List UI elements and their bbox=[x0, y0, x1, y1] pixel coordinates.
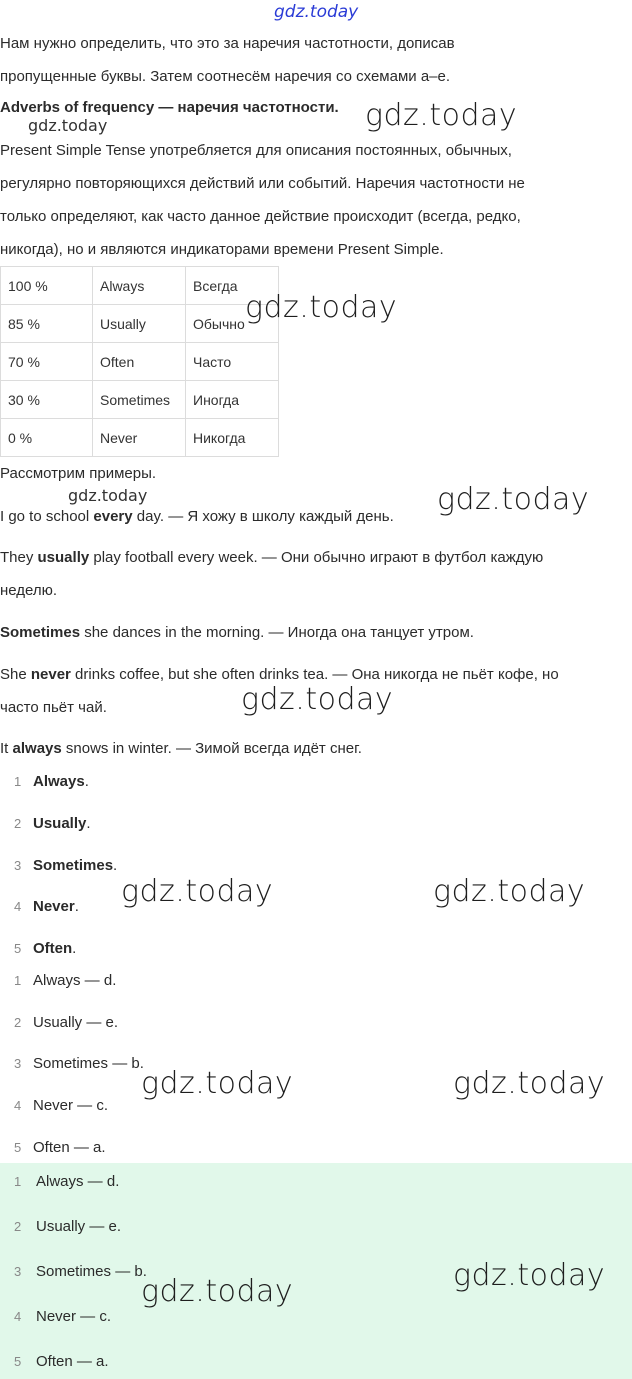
list-number: 5 bbox=[14, 1354, 22, 1369]
list-punct: . bbox=[113, 857, 118, 874]
list-text: Never — c. bbox=[36, 1308, 112, 1325]
example-text: day. — Я хожу в школу каждый день. bbox=[132, 508, 394, 525]
table-cell-russian: Никогда bbox=[186, 419, 279, 457]
list-text: Usually — e. bbox=[33, 1014, 119, 1031]
list-number: 2 bbox=[14, 1219, 22, 1234]
list-number: 4 bbox=[14, 1098, 22, 1113]
watermark: gdz.today bbox=[245, 290, 398, 325]
intro-line: пропущенные буквы. Затем соотнесём наречия со схемами а–е. bbox=[0, 68, 451, 85]
list-number: 3 bbox=[14, 858, 22, 873]
list-text: Often — a. bbox=[33, 1139, 106, 1156]
example-text: They bbox=[0, 549, 38, 566]
list-number: 5 bbox=[14, 941, 22, 956]
list-number: 1 bbox=[14, 774, 22, 789]
table-row bbox=[1, 343, 279, 381]
list-text: Never — c. bbox=[33, 1097, 109, 1114]
example-adverb: every bbox=[93, 508, 133, 525]
watermark: gdz.today bbox=[274, 2, 359, 22]
frequency-table bbox=[0, 266, 279, 457]
example-text: she dances in the morning. — Иногда она танцует утром. bbox=[80, 624, 474, 641]
example-adverb: never bbox=[30, 666, 71, 683]
list-text: Always — d. bbox=[33, 972, 117, 989]
list-item bbox=[0, 1096, 108, 1116]
watermark: gdz.today bbox=[141, 1066, 294, 1101]
intro-line: Нам нужно определить, что это за наречия частотности, дописав bbox=[0, 35, 455, 52]
list-number: 5 bbox=[14, 1140, 22, 1155]
list-text: Sometimes — b. bbox=[36, 1263, 147, 1280]
list-number: 3 bbox=[14, 1056, 22, 1071]
watermark: gdz.today bbox=[121, 874, 274, 909]
list-number: 4 bbox=[14, 899, 22, 914]
watermark: gdz.today bbox=[28, 116, 108, 135]
watermark: gdz.today bbox=[365, 98, 518, 133]
table-cell-english: Always bbox=[93, 267, 186, 305]
list-word: Sometimes bbox=[33, 857, 114, 874]
watermark: gdz.today bbox=[433, 874, 586, 909]
list-item bbox=[0, 1013, 118, 1033]
theory-line: регулярно повторяющихся действий или событий. Наречия частотности не bbox=[0, 175, 525, 192]
examples-title: Рассмотрим примеры. bbox=[0, 465, 157, 482]
list-number: 2 bbox=[14, 816, 22, 831]
table-cell-percent: 70 % bbox=[1, 343, 93, 381]
list-word: Often bbox=[33, 940, 73, 957]
table-cell-english: Often bbox=[93, 343, 186, 381]
watermark: gdz.today bbox=[141, 1274, 294, 1309]
list-item bbox=[0, 971, 116, 991]
list-word: Usually bbox=[33, 815, 87, 832]
list-punct: . bbox=[72, 940, 77, 957]
list-item bbox=[0, 1054, 144, 1074]
watermark: gdz.today bbox=[437, 482, 590, 517]
answer-item bbox=[0, 1172, 119, 1192]
list-text: Sometimes — b. bbox=[33, 1055, 144, 1072]
answer-item bbox=[0, 1217, 121, 1237]
list-item bbox=[0, 814, 91, 834]
table-cell-percent: 0 % bbox=[1, 419, 93, 457]
table-cell-russian: Обычно bbox=[186, 305, 279, 343]
theory-line: никогда), но и являются индикаторами времени Present Simple. bbox=[0, 241, 444, 258]
example-continuation: неделю. bbox=[0, 582, 58, 599]
example-sentence bbox=[0, 507, 394, 527]
watermark: gdz.today bbox=[241, 682, 394, 717]
table-row bbox=[1, 419, 279, 457]
example-text: She bbox=[0, 666, 31, 683]
list-text: Usually — e. bbox=[36, 1218, 122, 1235]
table-cell-percent: 100 % bbox=[1, 267, 93, 305]
list-item bbox=[0, 856, 117, 876]
table-row bbox=[1, 267, 279, 305]
table-row bbox=[1, 381, 279, 419]
list-text: Always — d. bbox=[36, 1173, 120, 1190]
example-text: I go to school bbox=[0, 508, 94, 525]
list-item bbox=[0, 939, 76, 959]
list-item bbox=[0, 772, 89, 792]
section-heading: Adverbs of frequency — наречия частотности. bbox=[0, 99, 339, 116]
list-number: 4 bbox=[14, 1309, 22, 1324]
list-punct: . bbox=[74, 898, 79, 915]
list-number: 3 bbox=[14, 1264, 22, 1279]
answer-item bbox=[0, 1262, 147, 1282]
theory-line: только определяют, как часто данное действие происходит (всегда, редко, bbox=[0, 208, 521, 225]
example-adverb: always bbox=[12, 740, 62, 757]
list-number: 1 bbox=[14, 1174, 22, 1189]
table-cell-russian: Всегда bbox=[186, 267, 279, 305]
list-text: Often — a. bbox=[36, 1353, 109, 1370]
list-number: 1 bbox=[14, 973, 22, 988]
watermark: gdz.today bbox=[453, 1258, 606, 1293]
list-punct: . bbox=[86, 815, 91, 832]
table-cell-russian: Часто bbox=[186, 343, 279, 381]
example-sentence bbox=[0, 623, 474, 643]
answer-item bbox=[0, 1352, 109, 1372]
table-cell-percent: 30 % bbox=[1, 381, 93, 419]
list-item bbox=[0, 1138, 106, 1158]
table-cell-english: Usually bbox=[93, 305, 186, 343]
list-punct: . bbox=[84, 773, 89, 790]
example-continuation: часто пьёт чай. bbox=[0, 699, 107, 716]
example-text: play football every week. — Они обычно играют в футбол каждую bbox=[89, 549, 544, 566]
answer-item bbox=[0, 1307, 111, 1327]
example-text: drinks coffee, but she often drinks tea. — Она никогда не пьёт кофе, но bbox=[70, 666, 559, 683]
table-cell-percent: 85 % bbox=[1, 305, 93, 343]
example-text: snows in winter. — Зимой всегда идёт снег. bbox=[61, 740, 362, 757]
table-cell-english: Sometimes bbox=[93, 381, 186, 419]
example-text: It bbox=[0, 740, 13, 757]
list-item bbox=[0, 897, 79, 917]
list-number: 2 bbox=[14, 1015, 22, 1030]
list-word: Never bbox=[33, 898, 75, 915]
table-cell-russian: Иногда bbox=[186, 381, 279, 419]
example-sentence bbox=[0, 548, 543, 568]
example-adverb: Sometimes bbox=[0, 624, 81, 641]
theory-line: Present Simple Tense употребляется для описания постоянных, обычных, bbox=[0, 142, 512, 159]
table-row bbox=[1, 305, 279, 343]
table-cell-english: Never bbox=[93, 419, 186, 457]
watermark: gdz.today bbox=[68, 486, 148, 505]
list-word: Always bbox=[33, 773, 85, 790]
example-adverb: usually bbox=[37, 549, 90, 566]
watermark: gdz.today bbox=[453, 1066, 606, 1101]
example-sentence bbox=[0, 739, 362, 759]
